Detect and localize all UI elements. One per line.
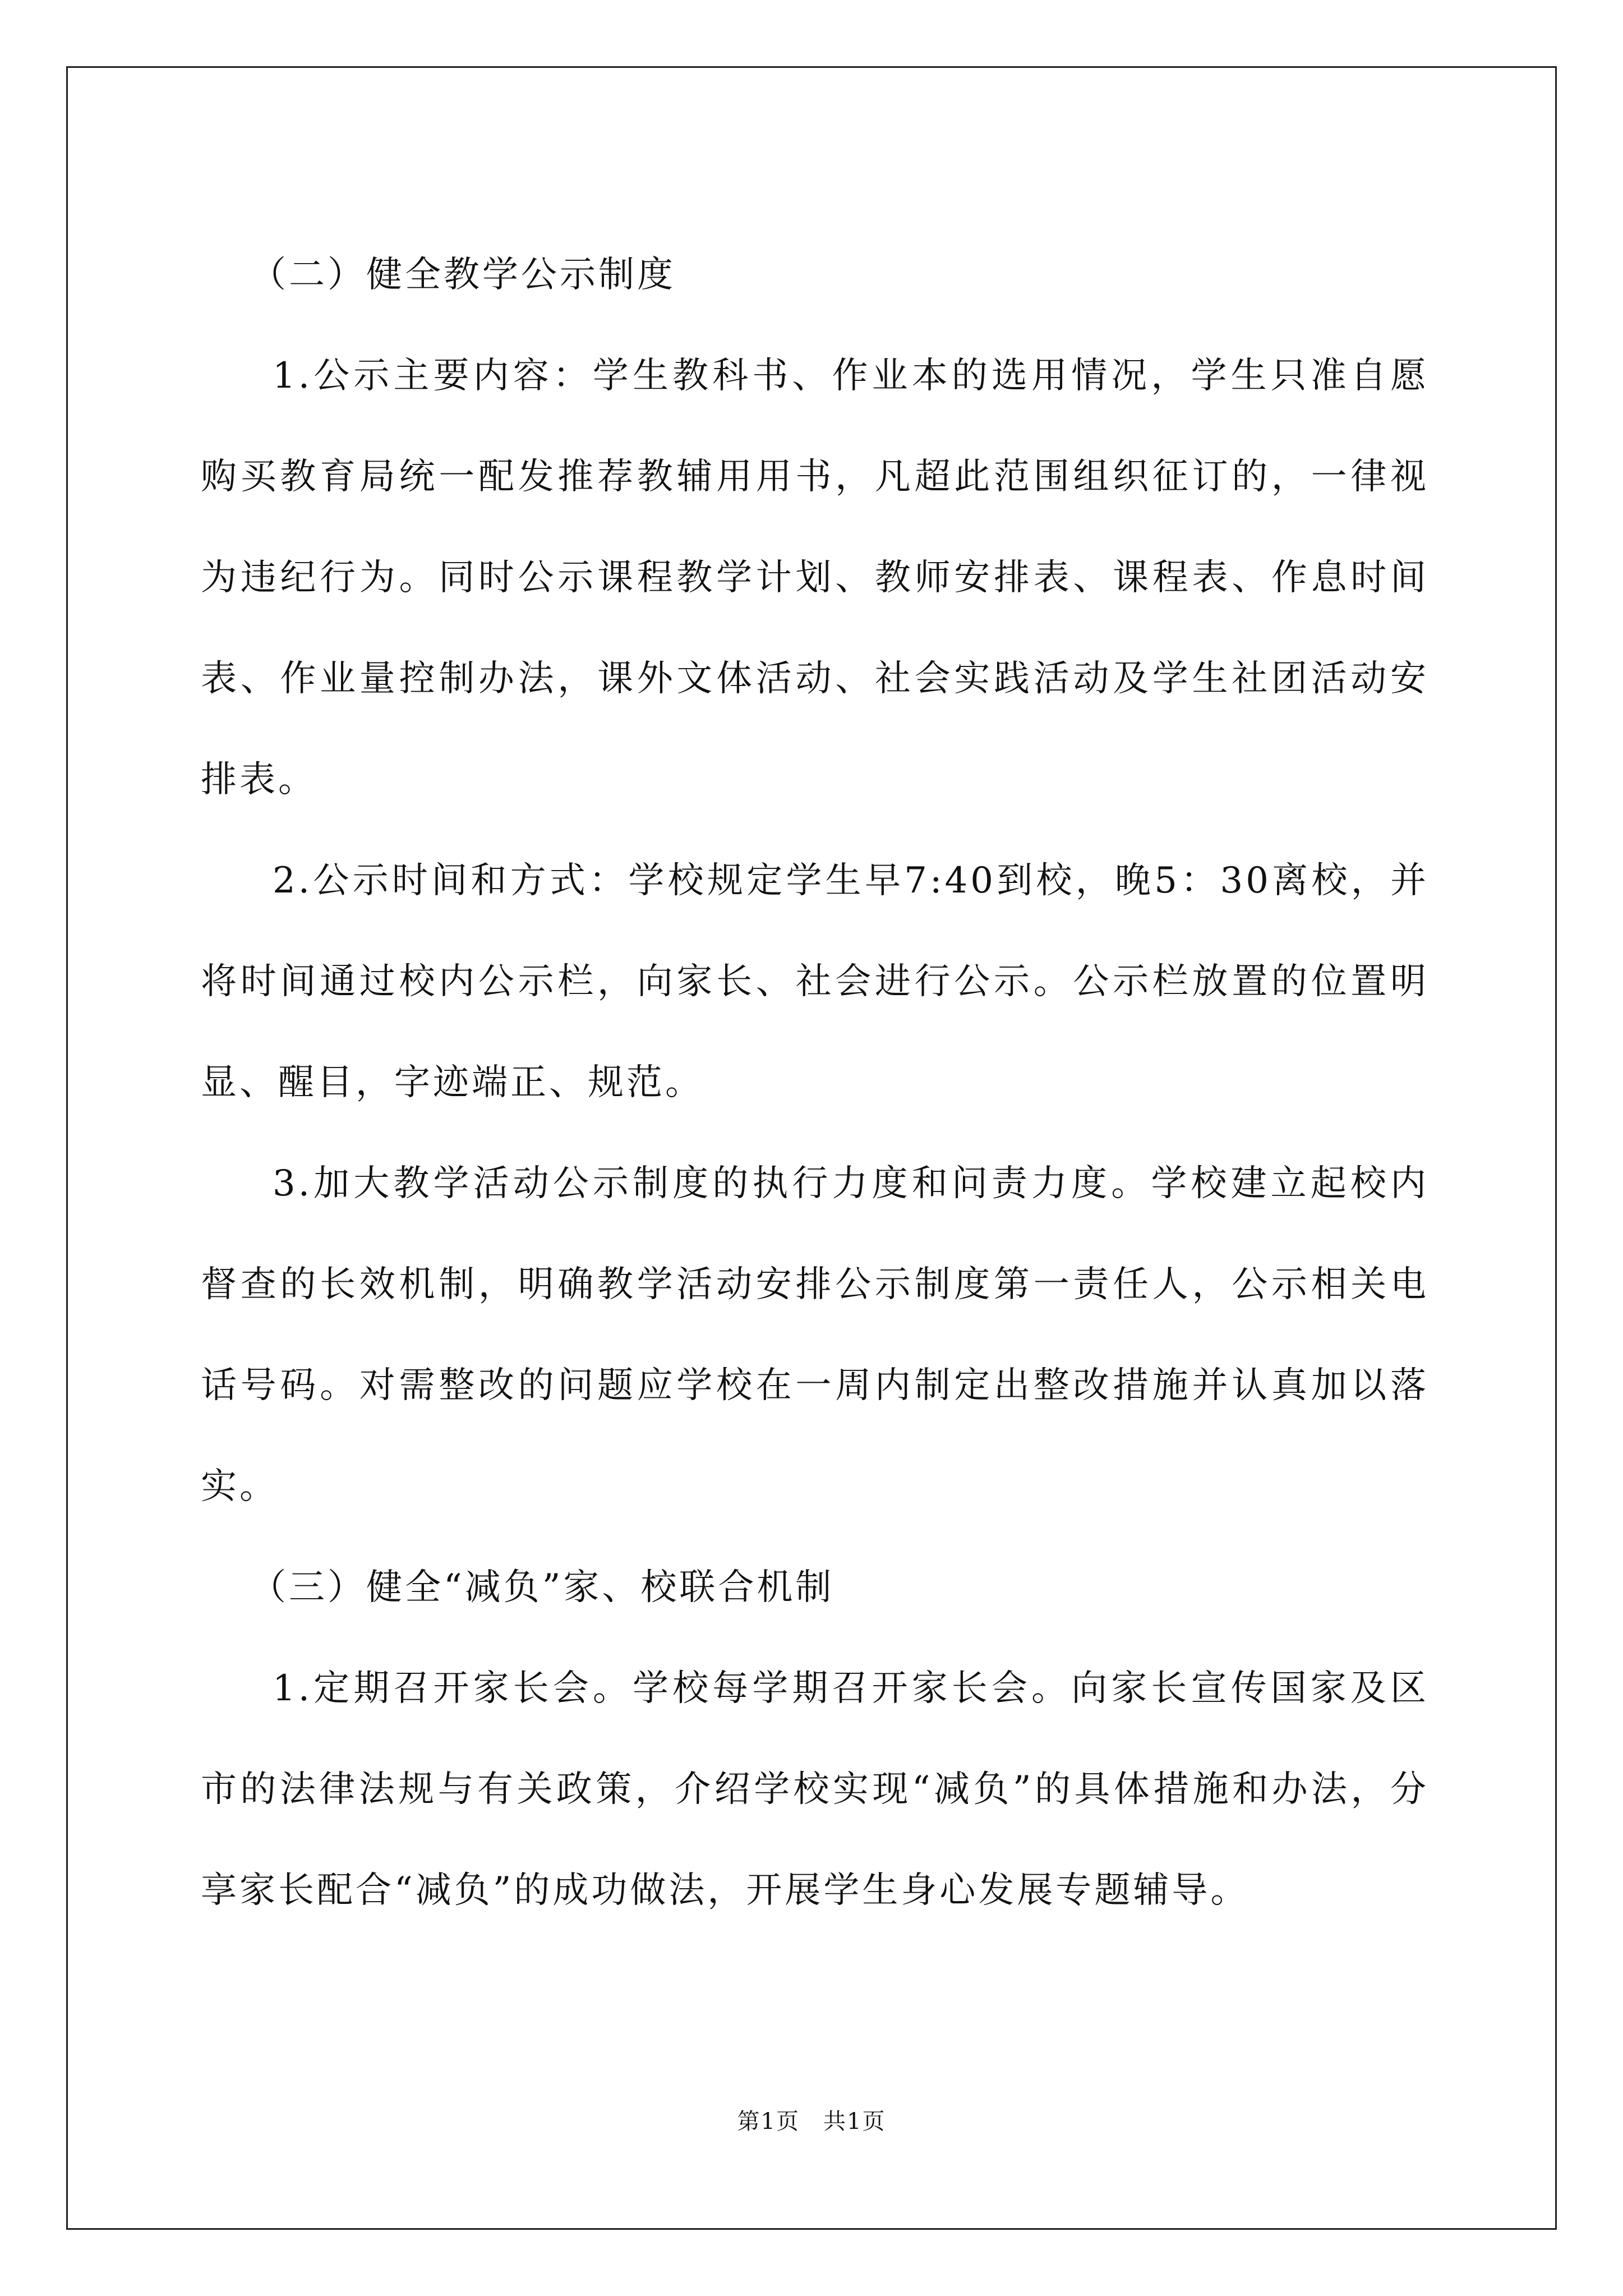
paragraph-publication-time: 2.公示时间和方式：学校规定学生早7:40到校，晚5：30离校，并将时间通过校内公示栏，向家长、社会进行公示。公示栏放置的位置明显、醒目，字迹端正、规范。 [201,860,1429,1103]
section-heading-3: （三）健全“减负”家、校联合机制 [250,1567,834,1608]
section-heading-2: （二）健全教学公示制度 [250,254,676,296]
document-body [201,224,1429,1941]
page-number-footer: 第1页 共1页 [737,2109,886,2134]
paragraph-publication-content: 1.公示主要内容：学生教科书、作业本的选用情况，学生只准自愿购买教育局统一配发推荐教辅用用书，凡超此范围组织征订的，一律视为违纪行为。同时公示课程教学计划、教师安排表、课程表、作息时间表、作业量控制办法，课外文体活动、社会实践活动及学生社团活动安排表。 [201,355,1429,800]
paragraph-parent-meeting: 1.定期召开家长会。学校每学期召开家长会。向家长宣传国家及区市的法律法规与有关政策，介绍学校实现“减负”的具体措施和办法，分享家长配合“减负”的成功做法，开展学生身心发展专题辅导。 [201,1668,1429,1911]
paragraph-enforcement: 3.加大教学活动公示制度的执行力度和问责力度。学校建立起校内督查的长效机制，明确教学活动安排公示制度第一责任人，公示相关电话号码。对需整改的问题应学校在一周内制定出整改措施并认真加以落实。 [201,1163,1429,1507]
